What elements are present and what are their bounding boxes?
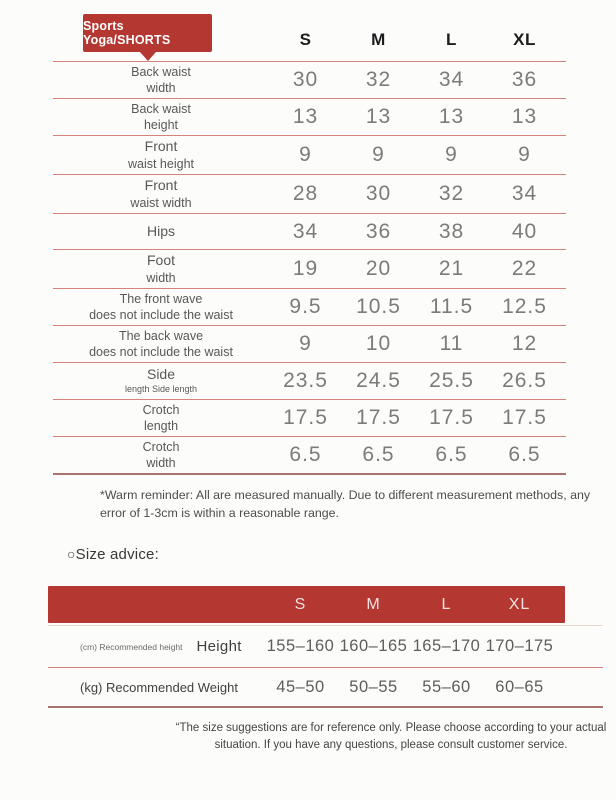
cell-value: 34 [438,68,465,91]
advice-cell-value: 155–160 [266,637,335,655]
warm-reminder: *Warm reminder: All are measured manually. Due to different measurement methods, any error of 1-3cm is within a reasonable range. [100,488,591,520]
cell-value: 10 [365,332,392,356]
row-label-line: width [146,455,176,470]
circle-icon: ○ [67,546,76,562]
advice-table [48,586,603,708]
size-column-header: L [446,30,457,49]
advice-cell-value: 160–165 [339,637,408,655]
cell-value: 10.5 [356,295,401,319]
table-row [53,214,566,250]
row-label-line: Hips [146,222,175,239]
advice-table-body [48,625,603,708]
advice-cell-value: 170–175 [485,637,554,655]
table-row [53,175,566,214]
advice-column-header: M [366,595,381,613]
cell-value: 40 [511,219,538,243]
cell-value: 9 [372,142,385,166]
advice-column-header: S [294,595,307,613]
cell-value: 36 [365,219,392,243]
row-label-line: does not include the waist [89,308,233,323]
cell-value: 38 [438,219,465,243]
row-label [53,291,269,323]
row-label-line: height [143,118,179,132]
cell-value: 13 [438,105,465,128]
cell-value: 30 [292,68,319,91]
row-label-line: waist width [130,195,192,210]
cell-value: 34 [511,181,538,205]
size-advice-title-text: Size advice: [75,546,159,563]
advice-row [48,668,603,708]
cell-value: 32 [438,181,465,205]
cell-value: 13 [365,105,392,128]
row-label [53,223,269,241]
cell-value: 25.5 [429,368,474,392]
cell-value: 36 [511,68,538,91]
row-label-line: The back wave [118,329,204,344]
size-column-header: XL [513,30,536,49]
row-label-line: The front wave [119,292,203,307]
cell-value: 11 [439,332,464,356]
advice-cell-value: 60–65 [495,677,544,696]
advice-cell-value: 55–60 [422,677,471,696]
row-label [53,439,269,471]
table-row [53,99,566,136]
cell-value: 19 [292,257,319,281]
row-label [53,138,269,172]
advice-column-header: L [441,595,452,613]
size-table-header [53,30,566,62]
row-label [53,328,269,360]
cell-value: 32 [365,68,392,91]
cell-value: 9.5 [289,295,322,319]
row-label [53,252,269,286]
advice-row-label-part: Height [196,638,242,655]
advice-row-label [48,680,264,695]
product-tag-label: Sports Yoga/SHORTS [83,19,171,47]
cell-value: 17.5 [283,405,328,429]
cell-value: 30 [365,181,392,205]
cell-value: 13 [511,105,538,128]
table-row [53,437,566,475]
cell-value: 20 [365,257,392,281]
row-label-line: width [146,81,176,95]
table-row [53,62,566,99]
cell-value: 34 [292,219,319,243]
row-label-line: Front [144,138,178,154]
row-label [53,64,269,96]
row-label-line: length Side length [124,384,198,394]
cell-value: 21 [438,257,465,281]
table-row [53,400,566,437]
cell-value: 12.5 [502,295,547,319]
row-label [53,177,269,211]
row-label-line: waist height [127,156,194,171]
cell-value: 12 [511,332,538,356]
cell-value: 26.5 [502,368,547,392]
size-advice-title [67,546,159,563]
row-label [53,366,269,395]
advice-row-label-part: (cm) Recommended height [80,641,183,652]
size-table-body [53,62,566,475]
cell-value: 9 [299,332,312,356]
advice-column-header: XL [508,595,531,613]
cell-value: 6.5 [362,442,395,466]
advice-row-label [48,638,264,655]
table-row [53,289,566,326]
footer-note: “The size suggestions are for reference only. Please choose according to your actual situation. If you have any questions, please consult customer service. [175,722,607,752]
cell-value: 17.5 [356,405,401,429]
cell-value: 11.5 [429,295,474,319]
row-label-line: Front [144,176,178,193]
advice-cell-value: 50–55 [349,677,398,696]
cell-value: 6.5 [435,442,468,466]
row-label-line: Side [146,366,176,383]
cell-value: 28 [292,181,319,205]
row-label-line: Crotch [142,402,180,417]
advice-cell-value: 45–50 [276,677,325,696]
size-column-header: S [299,30,312,49]
row-label-line: does not include the waist [89,345,233,360]
cell-value: 13 [292,105,319,128]
cell-value: 9 [445,142,458,166]
row-label-line: width [146,271,176,286]
row-label-line: Crotch [142,439,180,454]
advice-row-label-part: (kg) Recommended Weight [80,679,238,695]
row-label-line: Back waist [131,102,191,116]
row-label [53,402,269,434]
cell-value: 17.5 [502,405,547,429]
cell-value: 6.5 [289,442,322,466]
cell-value: 24.5 [356,368,401,392]
size-column-header: M [371,30,386,49]
advice-cell-value: 165–170 [412,637,481,655]
cell-value: 22 [511,257,538,281]
table-row [53,136,566,175]
cell-value: 9 [299,142,312,166]
row-label [53,101,269,133]
cell-value: 17.5 [429,405,474,429]
row-label-line: Foot [146,252,175,269]
advice-header-bar [48,586,565,623]
row-label-line: length [143,418,179,433]
size-table [53,30,566,475]
table-row [53,250,566,289]
cell-value: 6.5 [508,442,541,466]
advice-row [48,626,603,668]
table-row [53,326,566,363]
table-row [53,363,566,399]
cell-value: 9 [518,142,531,166]
cell-value: 23.5 [283,368,328,392]
row-label-line: Back waist [131,65,191,79]
